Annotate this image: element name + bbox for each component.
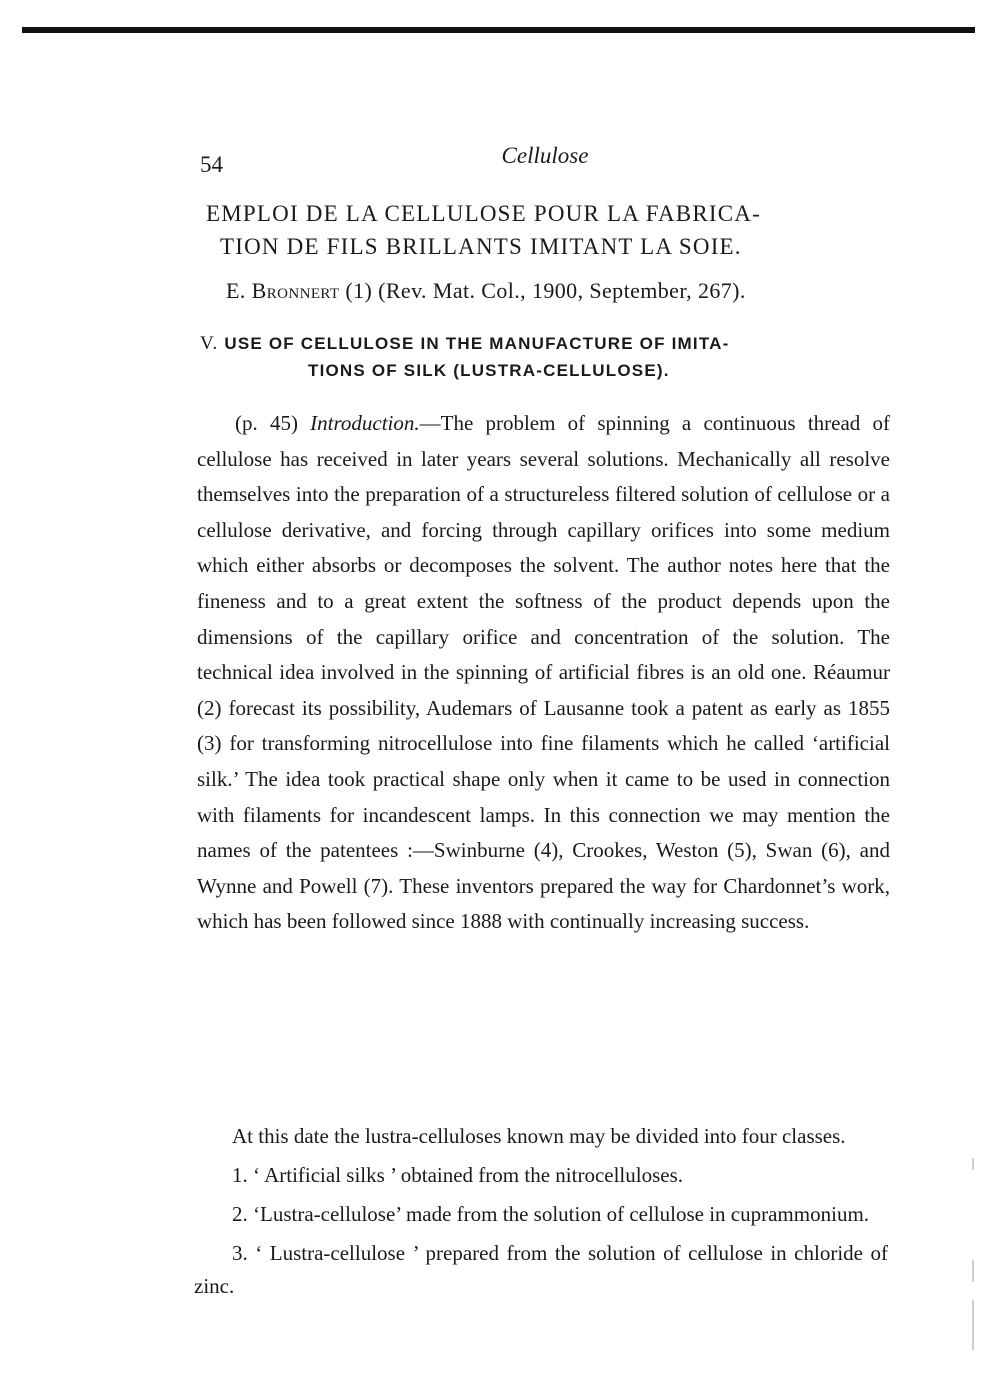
french-title <box>200 197 890 263</box>
classes-lead: At this date the lustra-celluloses known may be divided into four classes. <box>232 1124 846 1148</box>
scan-mark <box>972 1158 974 1170</box>
english-title <box>200 330 890 384</box>
class-item-3: 3. ‘ Lustra-cellulose ’ prepared from the solution of cellulose in chloride of zinc. <box>194 1241 888 1298</box>
page-reference: (p. 45) <box>235 411 311 435</box>
class-item-1: 1. ‘ Artificial silks ’ obtained from the nitrocelluloses. <box>232 1163 684 1187</box>
top-rule <box>22 27 975 33</box>
page-number: 54 <box>200 152 223 177</box>
citation-initial: E. <box>226 278 246 303</box>
citation-source: (1) (Rev. Mat. Col., 1900, September, 267). <box>339 278 746 303</box>
citation <box>226 278 746 304</box>
english-title-line-2: TIONS OF SILK (LUSTRA-CELLULOSE). <box>308 361 670 380</box>
scan-mark <box>972 1260 974 1282</box>
running-head: Cellulose <box>501 143 589 168</box>
scan-mark <box>972 1300 974 1350</box>
introduction-paragraph <box>197 406 890 940</box>
classes-section <box>194 1120 888 1309</box>
section-numeral: V. <box>200 333 219 354</box>
introduction-heading: Introduction. <box>310 411 420 435</box>
french-title-line-1: EMPLOI DE LA CELLULOSE POUR LA FABRICA- <box>206 201 761 226</box>
class-item-2: 2. ‘Lustra-cellulose’ made from the solution of cellulose in cuprammonium. <box>232 1202 870 1226</box>
english-title-line-1: USE OF CELLULOSE IN THE MANUFACTURE OF IMITA- <box>218 334 730 353</box>
citation-author: Bronnert <box>251 278 340 303</box>
french-title-line-2: TION DE FILS BRILLANTS IMITANT LA SOIE. <box>220 234 742 259</box>
introduction-text: —The problem of spinning a continuous thread of cellulose has received in later years several solutions. Mechanically all resolve themselves into the preparation of a structureless filtered solution of cellulose or a cellulose derivative, and forcing through capillary orifices into some medium which either absorbs or decomposes the solvent. The author notes here that the fineness and to a great extent the softness of the product depends upon the dimensions of the capillary orifice and concentration of the solution. The technical idea involved in the spinning of artificial fibres is an old one. Réaumur (2) forecast its possibility, Audemars of Lausanne took a patent as early as 1855 (3) for transforming nitrocellulose into fine filaments which he called ‘artificial silk.’ The idea took practical shape only when it came to be used in connection with filaments for incandescent lamps. In this connection we may mention the names of the patentees :—Swinburne (4), Crookes, Weston (5), Swan (6), and Wynne and Powell (7). These inventors prepared the way for Chardonnet’s work, which has been followed since 1888 with continually increasing success. <box>197 411 890 934</box>
